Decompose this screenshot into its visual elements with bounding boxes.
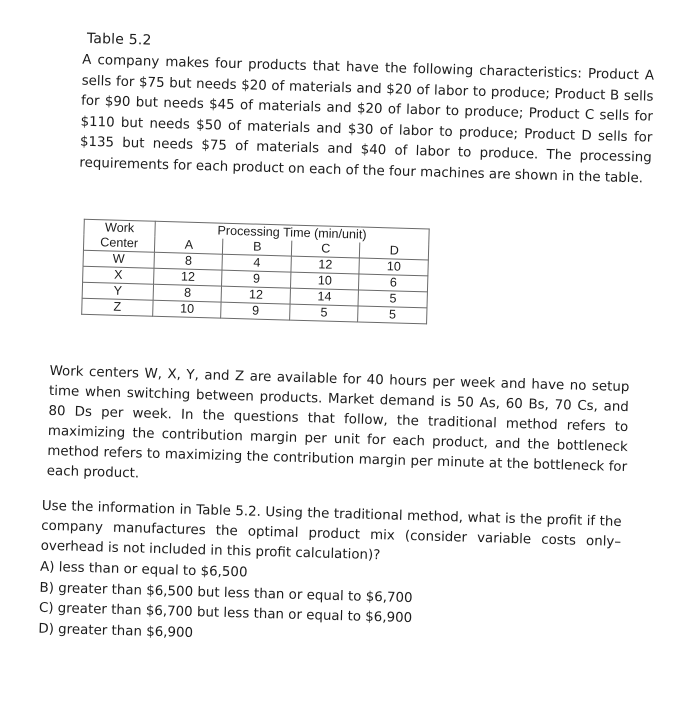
column-header-d: D: [360, 243, 429, 260]
table-cell: 9: [221, 302, 290, 320]
column-header-c: C: [291, 241, 360, 258]
table-cell: 12: [222, 286, 291, 304]
row-center-z: Z: [82, 298, 153, 316]
row-center-w: W: [83, 250, 154, 268]
processing-time-header: Processing Time (min/unit): [155, 221, 429, 244]
option-d: D) greater than $6,900: [38, 621, 194, 641]
row-center-x: X: [83, 266, 154, 284]
option-b: B) greater than $6,500 but less than or equal to $6,700: [39, 580, 413, 606]
table-cell: 6: [359, 274, 428, 292]
intro-paragraph: A company makes four products that have the following characteristics: Product A sells for $75 but needs $20 of materials and $20 of labor to produce; Product B sells for $90 but needs $45 of materials and $20 of labor to produce; Product C sells for $110 but needs $50 of materials and $30 of labor to produce; Product D sells for $135 but needs $75 of materials and $40 of labor to produce. The processing requirements for each product on each of the four machines are shown in the table.: [79, 52, 655, 186]
column-header-a: A: [154, 237, 223, 254]
column-header-b: B: [223, 239, 292, 256]
answer-options: [38, 558, 413, 650]
processing-time-table: [81, 219, 430, 325]
work-center-header: [83, 219, 155, 252]
table-cell: 12: [154, 268, 223, 286]
option-c: C) greater than $6,700 but less than or equal to $6,900: [38, 600, 413, 627]
description-paragraph: Work centers W, X, Y, and Z are available for 40 hours per week and have no setup time when switching between products. Market demand is 50 As, 60 Bs, 70 Cs, and 80 Ds per week. In the questions that follow, the traditional method refers to maximizing the contribution margin per unit for each product, and the bottleneck method refers to maximizing the contribution margin per minute at the bottleneck for each product.: [46, 363, 630, 482]
table-cell: 5: [358, 306, 427, 324]
question-text: Use the information in Table 5.2. Using the traditional method, what is the profit if the company manufactures the optimal product mix (consider variable costs only–overhead is not included in this profit calculation)?: [40, 498, 622, 564]
table-cell: 9: [222, 270, 291, 288]
table-cell: 10: [290, 272, 359, 290]
row-center-y: Y: [82, 282, 153, 300]
table-cell: 10: [153, 300, 222, 318]
table-cell: 8: [153, 284, 222, 302]
table-cell: 5: [290, 304, 359, 322]
table-cell: 10: [359, 258, 428, 276]
table-cell: 8: [154, 252, 223, 270]
table-cell: 12: [291, 256, 360, 274]
option-a: A) less than or equal to $6,500: [39, 559, 248, 581]
work-center-header-label: Work Center: [100, 220, 139, 251]
table-cell: 5: [358, 290, 427, 308]
table-cell: 14: [290, 288, 359, 306]
table-cell: 4: [222, 254, 291, 272]
table-title: Table 5.2: [86, 30, 152, 49]
